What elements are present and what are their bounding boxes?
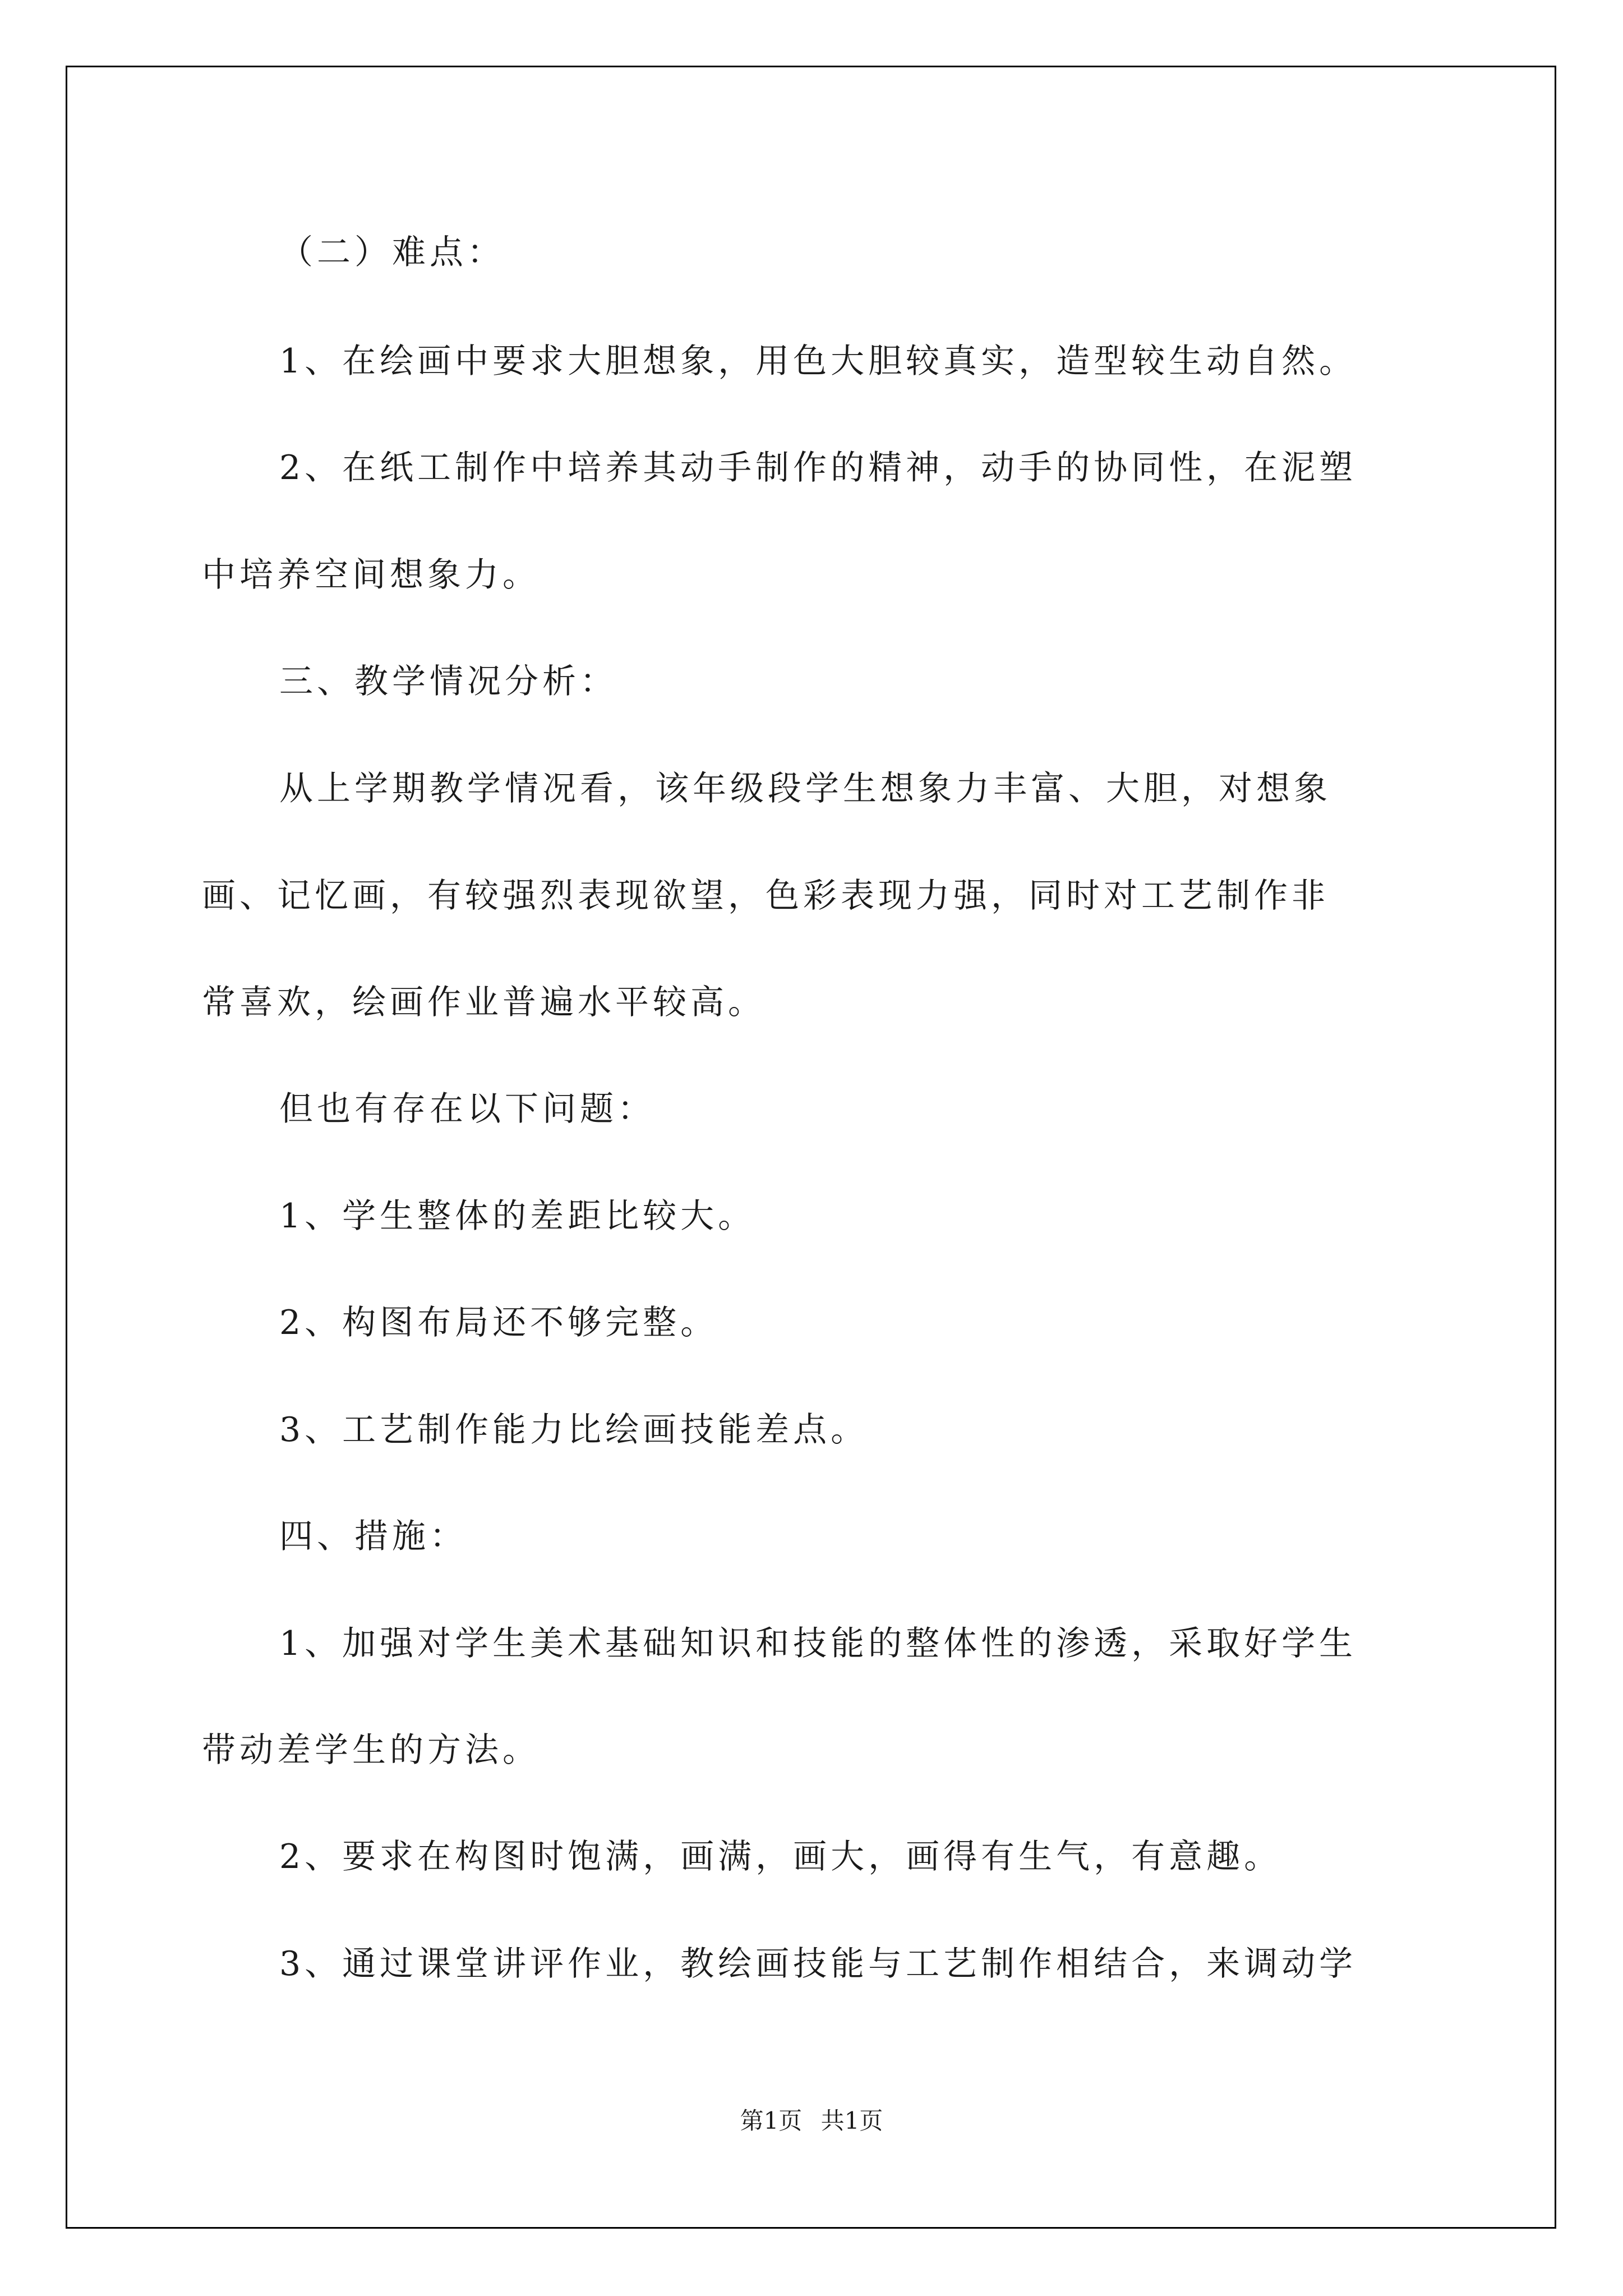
paragraph-line: 带动差学生的方法。 [202,1731,540,1770]
page-border [66,66,1556,2229]
list-item: 3、通过课堂讲评作业，教绘画技能与工艺制作相结合，来调动学 [279,1944,1357,1984]
paragraph-line: 从上学期教学情况看，该年级段学生想象力丰富、大胆，对想象 [279,769,1331,808]
page-footer [0,2109,1623,2133]
paragraph-line: 画、记忆画，有较强烈表现欲望，色彩表现力强，同时对工艺制作非 [202,876,1329,915]
paragraph-line: 1、在绘画中要求大胆想象，用色大胆较真实，造型较生动自然。 [279,342,1357,381]
heading-analysis: 三、教学情况分析： [279,662,617,701]
page-total: 共1页 [820,2107,883,2134]
page-number: 第1页 [740,2107,803,2134]
paragraph-line: 常喜欢，绘画作业普遍水平较高。 [202,983,766,1022]
heading-measures: 四、措施： [279,1517,467,1556]
list-item: 2、构图布局还不够完整。 [279,1303,718,1342]
heading-difficulties: （二）难点： [279,233,505,272]
list-item: 1、加强对学生美术基础知识和技能的整体性的渗透，采取好学生 [279,1624,1357,1663]
paragraph-line: 但也有存在以下问题： [279,1089,655,1129]
list-item: 3、工艺制作能力比绘画技能差点。 [279,1410,869,1450]
paragraph-line: 2、在纸工制作中培养其动手制作的精神，动手的协同性，在泥塑 [279,448,1357,487]
list-item: 1、学生整体的差距比较大。 [279,1197,756,1236]
paragraph-line: 中培养空间想象力。 [202,555,540,595]
list-item: 2、要求在构图时饱满，画满，画大，画得有生气，有意趣。 [279,1837,1282,1876]
